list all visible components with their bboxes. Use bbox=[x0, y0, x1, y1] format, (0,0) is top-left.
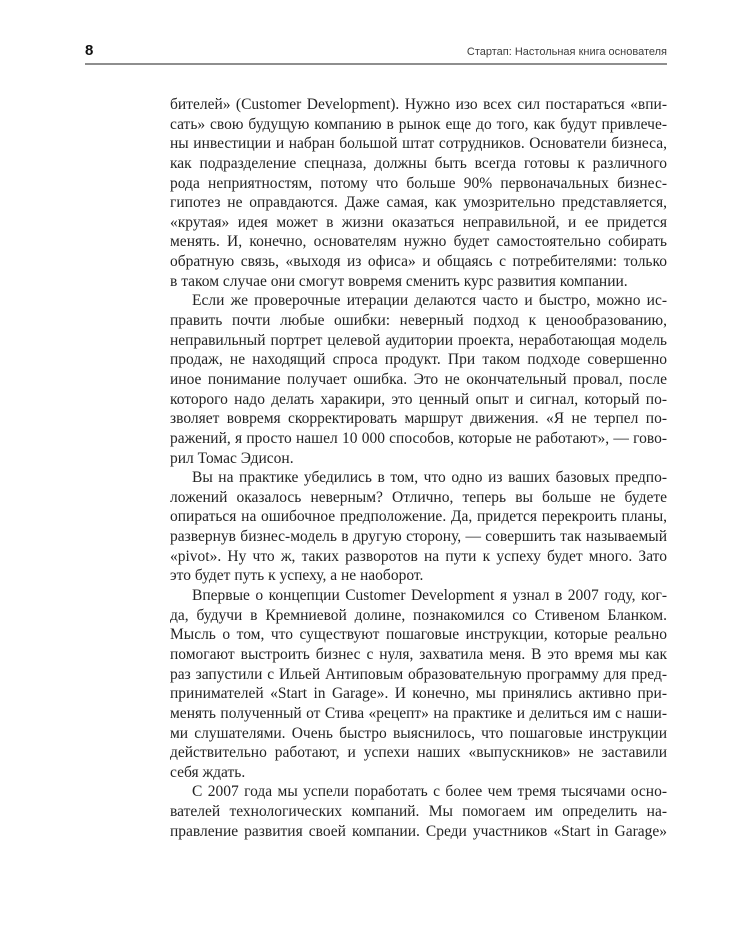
text-line: неправильный портрет целевой аудитории проекта, неработающая модель bbox=[170, 331, 667, 349]
text-line: раз запустили с Ильей Антиповым образовательную программу для пред- bbox=[170, 665, 667, 683]
paragraph bbox=[170, 468, 667, 586]
text-line: С 2007 года мы успели поработать с более чем тремя тысячами осно- bbox=[192, 783, 667, 801]
text-line: рил Томас Эдисон. bbox=[170, 449, 294, 467]
text-line: Мысль о том, что существуют пошаговые инструкции, которые реально bbox=[170, 626, 667, 644]
text-line: рода неприятностям, потому что больше 90% первоначальных бизнес- bbox=[170, 174, 667, 192]
page-header bbox=[85, 42, 667, 65]
paragraph bbox=[170, 782, 667, 841]
text-line: гипотез не оправдаются. Даже самая, как умозрительно представляется, bbox=[170, 194, 667, 212]
paragraph bbox=[170, 95, 667, 291]
text-line: править почти любые ошибки: неверный подход к ценообразованию, bbox=[170, 312, 667, 330]
text-line: Если же проверочные итерации делаются часто и быстро, можно ис- bbox=[192, 292, 667, 310]
text-line: обратную связь, «выходя из офиса» и общаясь с потребителями: только bbox=[170, 253, 667, 271]
text-line: ражений, я просто нашел 10 000 способов, которые не работают», — гово- bbox=[170, 429, 667, 447]
page-body bbox=[170, 95, 667, 841]
text-line: менять. И, конечно, основателям нужно будет самостоятельно собирать bbox=[170, 233, 667, 251]
text-line: принимателей «Start in Garage». И конечно, мы принялись активно при- bbox=[170, 685, 667, 703]
text-line: сать» свою будущую компанию в рынок еще до того, как будут привлече- bbox=[170, 115, 667, 133]
text-line: действительно работают, и успехи наших «выпускников» не заставили bbox=[170, 744, 667, 762]
text-line: развернув бизнес-модель в другую сторону, — совершить так называемый bbox=[170, 528, 667, 546]
text-line: вателей технологических компаний. Мы помогаем им определить на- bbox=[170, 803, 667, 821]
running-title: Стартап: Настольная книга основателя bbox=[466, 46, 667, 58]
text-line: помогают выстроить бизнес с нуля, захватила меня. В это время мы как bbox=[170, 645, 667, 663]
text-line: зволяет вовремя скорректировать маршрут движения. «Я не терпел по- bbox=[170, 410, 667, 428]
page-number: 8 bbox=[85, 42, 94, 59]
text-line: ны инвестиции и набран большой штат сотрудников. Основатели бизнеса, bbox=[170, 135, 667, 153]
text-line: ми слушателями. Очень быстро выяснилось, что пошаговые инструкции bbox=[170, 724, 667, 742]
text-line: менять полученный от Стива «рецепт» на практике и делиться им с наши- bbox=[170, 704, 667, 722]
text-line: это будет путь к успеху, а не наоборот. bbox=[170, 567, 424, 585]
text-line: «крутая» идея может в жизни оказаться неправильной, и ее придется bbox=[170, 213, 667, 231]
text-line: которого надо делать харакири, это ценный опыт и сигнал, который по- bbox=[170, 390, 667, 408]
text-line: да, будучи в Кремниевой долине, познакомился со Стивеном Бланком. bbox=[170, 606, 667, 624]
text-line: продаж, не находящий спроса продукт. При таком подходе совершенно bbox=[170, 351, 667, 369]
text-line: иное понимание получает ошибка. Это не окончательный провал, после bbox=[170, 370, 667, 388]
text-line: ложений оказалось неверным? Отлично, теперь вы больше не будете bbox=[170, 488, 667, 506]
text-line: Вы на практике убедились в том, что одно из ваших базовых предпо- bbox=[192, 469, 667, 487]
text-line: как подразделение спецназа, должны быть всегда готовы к различного bbox=[170, 154, 667, 172]
paragraph bbox=[170, 586, 667, 782]
text-line: бителей» (Customer Development). Нужно изо всех сил постараться «впи- bbox=[170, 96, 667, 113]
text-line: Впервые о концепции Customer Development я узнал в 2007 году, ког- bbox=[192, 587, 667, 605]
text-line: в таком случае они смогут вовремя сменить курс развития компании. bbox=[170, 272, 628, 290]
paragraph bbox=[170, 291, 667, 468]
text-line: «pivot». Ну что ж, таких разворотов на пути к успеху будет много. Зато bbox=[170, 547, 667, 565]
text-line: опираться на ошибочное предположение. Да, придется перекроить планы, bbox=[170, 508, 667, 526]
text-line: себя ждать. bbox=[170, 763, 246, 781]
text-line: правление развития своей компании. Среди участников «Start in Garage» bbox=[170, 822, 667, 840]
